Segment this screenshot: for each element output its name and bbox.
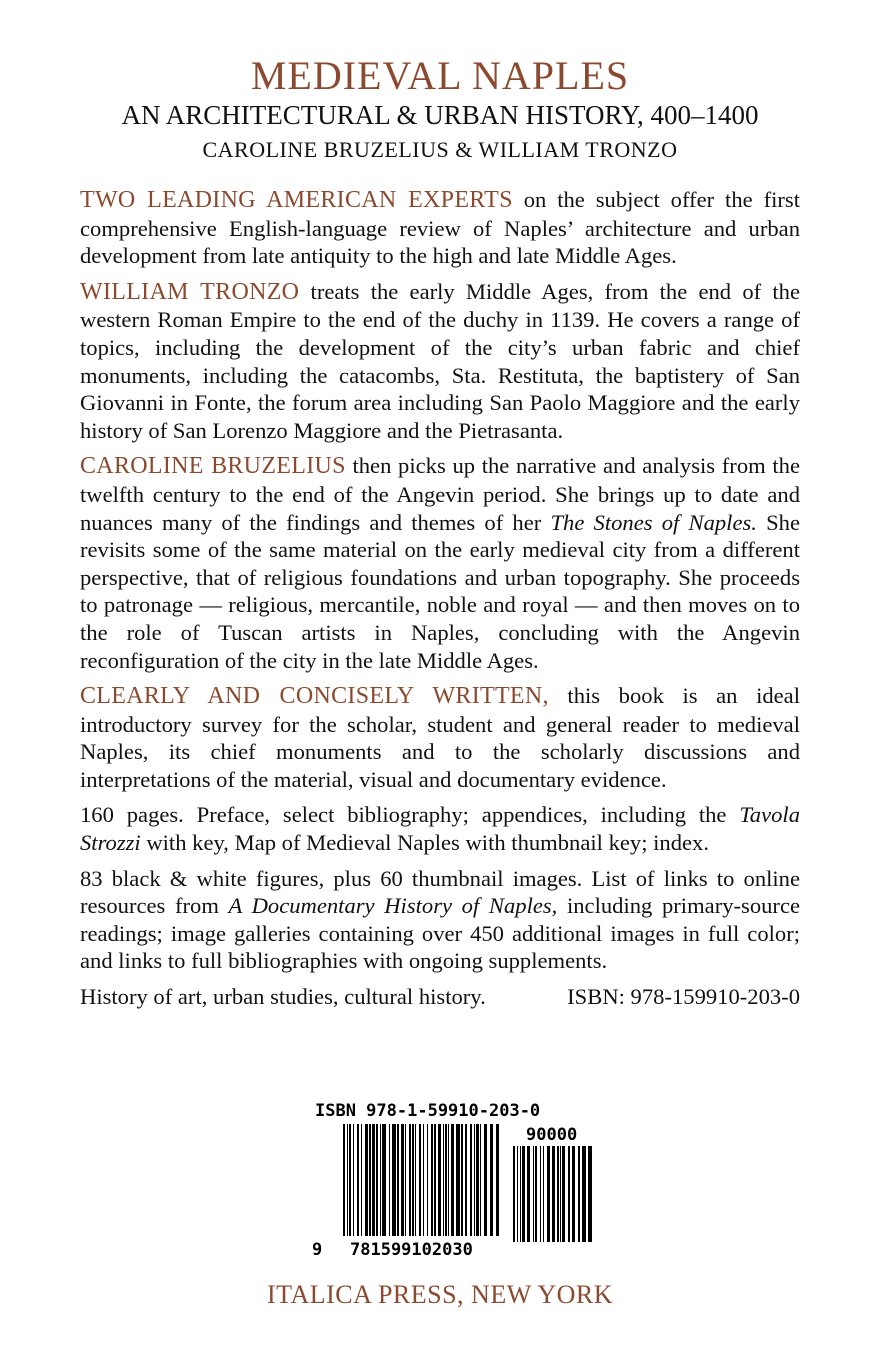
barcode-bar <box>456 1124 460 1236</box>
book-reference: Tavola Strozzi <box>80 802 800 856</box>
barcode-bar <box>533 1146 534 1242</box>
lead-in: TWO LEADING AMERICAN EXPERTS <box>80 187 513 213</box>
barcode-ean-digits: 781599102030 <box>350 1240 473 1260</box>
paragraph-text: with key, Map of Medieval Naples with thumbnail key; index. <box>140 830 709 856</box>
barcode-bar <box>431 1124 433 1236</box>
barcode-isbn-label: ISBN 978-1-59910-203-0 <box>315 1101 541 1121</box>
barcode-bar <box>409 1124 411 1236</box>
barcode-bar <box>513 1146 515 1242</box>
barcode-bar <box>353 1124 354 1236</box>
barcode-addon-number: 90000 <box>526 1125 578 1145</box>
barcode-bar <box>343 1124 345 1236</box>
barcode-bar <box>397 1124 399 1236</box>
barcode-bar <box>357 1124 359 1236</box>
barcode-bar <box>552 1146 555 1242</box>
publisher-imprint: ITALICA PRESS, NEW YORK <box>267 1280 613 1309</box>
barcode-bar <box>490 1124 493 1236</box>
paragraph-text: 160 pages. Preface, select bibliography; appendices, including the <box>80 802 740 828</box>
barcode-bar <box>448 1124 449 1236</box>
barcode-bar <box>578 1146 580 1242</box>
blurb-paragraph-figures <box>80 865 800 975</box>
isbn-text: ISBN: 978-159910-203-0 <box>567 984 800 1010</box>
barcode-bar <box>372 1124 375 1236</box>
barcode-bar <box>405 1124 406 1236</box>
barcode-bar <box>540 1146 541 1242</box>
paragraph-text: then picks up the narrative and analysis from the twelfth century to the end of the Angevin period. She brings up to date and nuances many of the findings and themes of her <box>80 453 800 535</box>
barcode-bar <box>419 1124 421 1236</box>
barcode-bar <box>517 1146 518 1242</box>
barcode-bar <box>588 1146 592 1242</box>
blurb-paragraph-intro <box>80 186 800 270</box>
barcode-bar <box>423 1124 424 1236</box>
barcode-bar <box>389 1124 390 1236</box>
barcode-bar <box>445 1124 447 1236</box>
barcode-bar <box>527 1146 530 1242</box>
barcode-bar <box>522 1146 525 1242</box>
blurb-paragraph-bruzelius <box>80 452 800 674</box>
barcode-bar <box>465 1124 467 1236</box>
barcode-bar <box>560 1146 561 1242</box>
lead-in: CAROLINE BRUZELIUS <box>80 453 346 480</box>
lead-in: CLEARLY AND CONCISELY WRITTEN, <box>80 683 549 710</box>
barcode-bar <box>443 1124 444 1236</box>
barcode-ean-first-digit: 9 <box>312 1240 323 1260</box>
paragraph-text: treats the early Middle Ages, from the end of the western Roman Empire to the end of the duchy in 1139. He covers a range of topics, including the development of the city’s urban fabric and chief monuments, including the catacombs, Sta. Restituta, the baptistery of San Giovanni in Fonte, the forum area including San Paolo Maggiore and the early history of San Lorenzo Maggiore and the Pietrasanta. <box>80 278 800 443</box>
barcode-bar <box>361 1124 362 1236</box>
blurb-paragraph-summary <box>80 682 800 793</box>
barcode-bar <box>543 1146 544 1242</box>
barcode-bar <box>535 1146 537 1242</box>
barcode-bar <box>568 1146 570 1242</box>
barcode-bar <box>557 1146 559 1242</box>
barcode-bar <box>496 1124 499 1236</box>
isbn-barcode <box>310 1100 592 1260</box>
barcode-bar <box>392 1124 396 1236</box>
subject-categories: History of art, urban studies, cultural history. <box>80 984 486 1010</box>
barcode-bar <box>562 1146 565 1242</box>
barcode-bar <box>470 1124 472 1236</box>
blurb-paragraph-tronzo <box>80 278 800 445</box>
barcode-bar <box>401 1124 404 1236</box>
barcode-bar <box>349 1124 351 1236</box>
barcode-bar <box>369 1124 371 1236</box>
book-subtitle: AN ARCHITECTURAL & URBAN HISTORY, 400–1400 <box>121 100 759 130</box>
barcode-bar <box>347 1124 348 1236</box>
paragraph-text: this book is an ideal introductory survey for the scholar, student and general reader to medieval Naples, its chief monuments and to the scholarly discussions and interpretations of the material, visual and documentary evidence. <box>80 683 800 792</box>
barcode-bar <box>434 1124 436 1236</box>
barcode-bar <box>382 1124 386 1236</box>
lead-in: WILLIAM TRONZO <box>80 278 300 305</box>
paragraph-text: including primary-source readings; image galleries containing over 450 additional images in full color; and links to full bibliographies with ongoing supplements. <box>80 893 801 974</box>
barcode-bar <box>427 1124 428 1236</box>
blurb-paragraph-contents <box>80 801 800 856</box>
paragraph-text: She revisits some of the same material on the early medieval city from a different perspective, that of religious foundations and urban topography. She proceeds to patronage — religious, mercantile, noble and royal — and then moves on to the role of Tuscan artists in Naples, concluding with the Angevin reconfiguration of the city in the late Middle Ages. <box>80 509 801 673</box>
book-authors: CAROLINE BRUZELIUS & WILLIAM TRONZO <box>202 137 678 162</box>
blurb <box>80 186 800 1019</box>
barcode-bar <box>365 1124 368 1236</box>
barcode-bar <box>438 1124 441 1236</box>
book-title: MEDIEVAL NAPLES <box>250 53 630 98</box>
barcode-bar <box>582 1146 586 1242</box>
barcode-bar <box>480 1124 481 1236</box>
barcode-bar <box>415 1124 416 1236</box>
barcode-bar <box>572 1146 575 1242</box>
barcode-bar <box>451 1124 454 1236</box>
barcode-bar <box>474 1124 475 1236</box>
barcode-bar <box>380 1124 381 1236</box>
barcode-bar <box>461 1124 463 1236</box>
barcode-bar <box>412 1124 414 1236</box>
barcode-bar <box>547 1146 550 1242</box>
barcode-bar <box>476 1124 479 1236</box>
barcode-bar <box>520 1146 521 1242</box>
book-reference: The Stones of Naples. <box>550 509 757 535</box>
barcode-bar <box>376 1124 378 1236</box>
barcode-bar <box>484 1124 487 1236</box>
paragraph-text: 83 black & white figures, plus 60 thumbnail images. List of links to online resources from <box>80 865 800 919</box>
subjects-and-isbn <box>80 983 800 1011</box>
paragraph-text: on the subject offer the first comprehensive English-language review of Naples’ architecture and urban development from late antiquity to the high and late Middle Ages. <box>80 187 800 269</box>
book-reference: A Documentary History of Naples, <box>228 893 558 919</box>
